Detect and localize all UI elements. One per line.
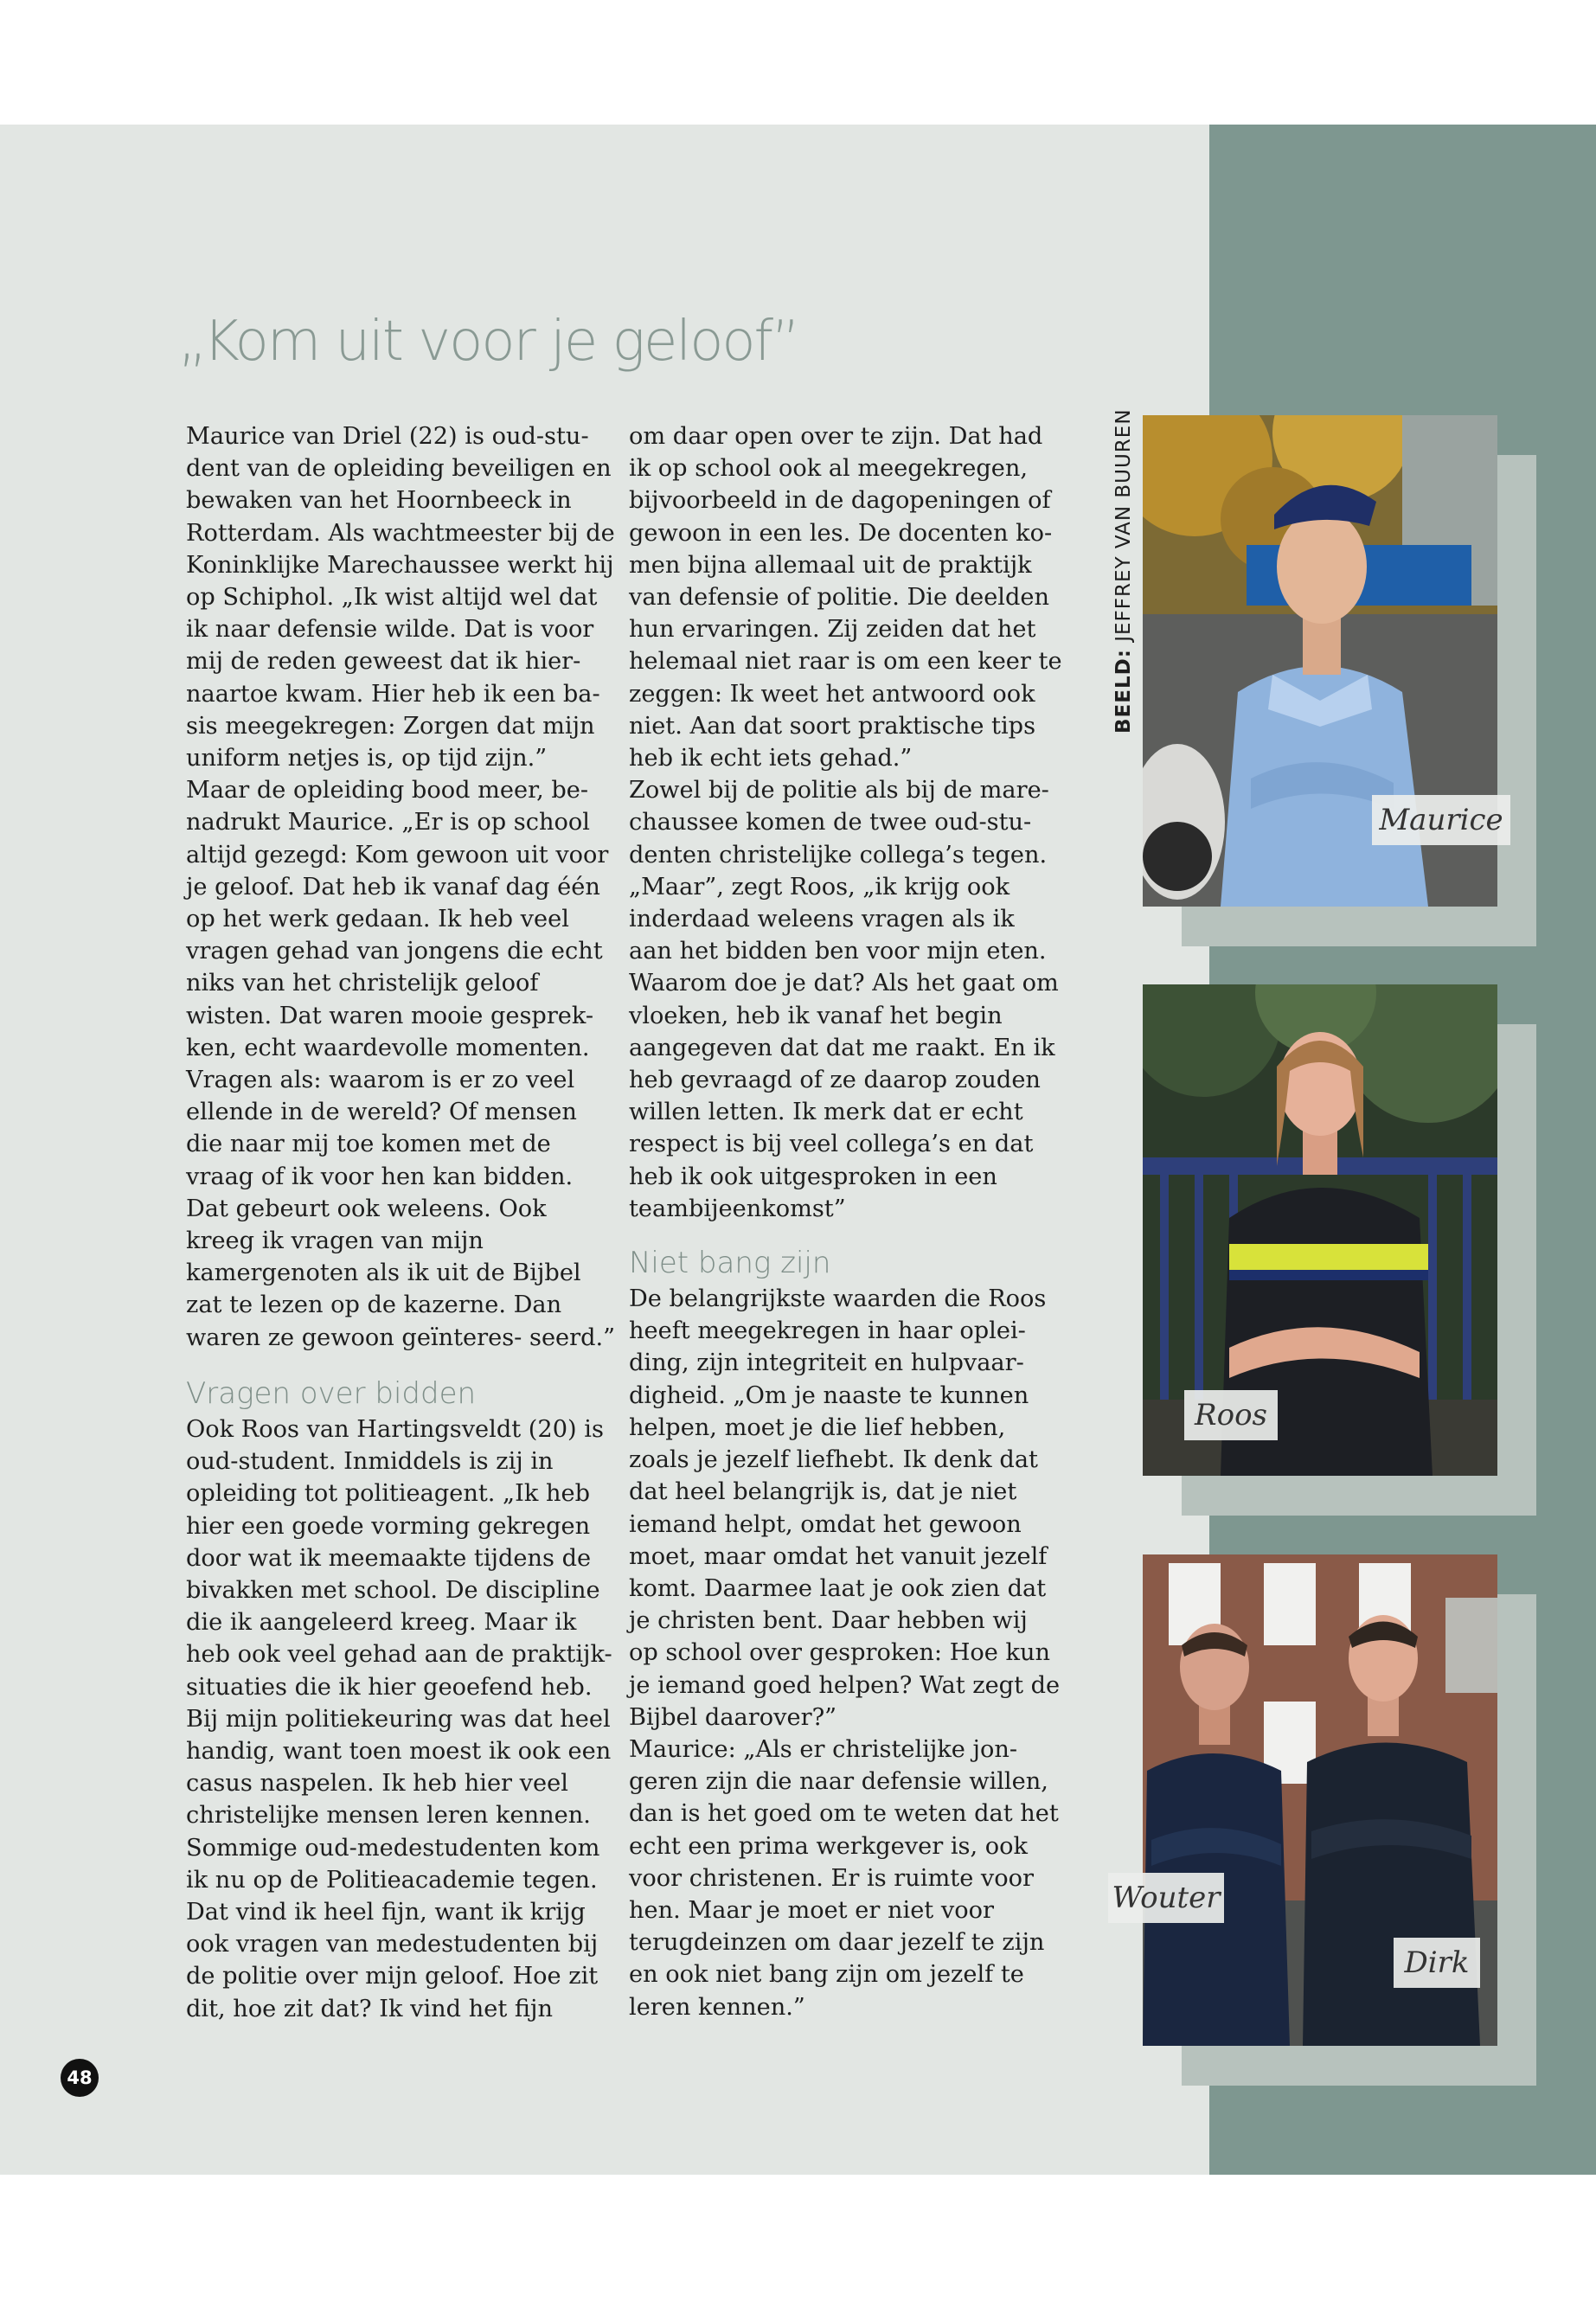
subheading-vragen-over-bidden: Vragen over bidden	[186, 1375, 477, 1411]
name-label-dirk: Dirk	[1394, 1938, 1480, 1988]
left-paragraph-2: Maar de opleiding bood meer, be- nadrukt Maurice. „Er is op school altijd gezegd: Kom gewoon uit voor je geloof. Dat heb ik vanaf dag één op het werk gedaan. Ik heb veel vragen gehad van jongens die echt niks van het christelijk geloof wisten. Dat waren mooie gesprek- ken, echt waardevolle momenten. Vragen als: waarom is er zo veel ellende in de wereld? Of mensen die naar mij toe komen met de vraag of ik voor hen kan bidden. Dat gebeurt ook weleens. Ook kreeg ik vragen van mijn kamergenoten als ik uit de Bijbel zat te lezen op de kazerne. Dan waren ze gewoon geïnteres- seerd.”	[186, 777, 616, 1351]
name-label-maurice: Maurice	[1372, 795, 1510, 845]
name-label-wouter: Wouter	[1108, 1873, 1224, 1923]
right-paragraph-4: Maurice: „Als er christelijke jon- geren zijn die naar defensie willen, dan is het goed om te weten dat het echt een prima werkgever is, ook voor christenen. Er is ruimte voor hen. Maar je moet er niet voor terugdeinzen om daar jezelf te zijn en ook niet bang zijn om jezelf te leren kennen.”	[629, 1735, 1059, 2021]
right-paragraph-2: Zowel bij de politie als bij de mare- chaussee komen de twee oud-stu- denten christelijke collega’s tegen. „Maar”, zegt Roos, „ik krijg ook inderdaad weleens vragen als ik aan het bidden ben voor mijn eten. Waarom doe je dat? Als het gaat om vloeken, heb ik vanaf het begin aangegeven dat dat me raakt. En ik heb gevraagd of ze daarop zouden willen letten. Ik merk dat er echt respect is bij veel collega’s en dat heb ik ook uitgesproken in een teambijeenkomst”	[629, 777, 1059, 1222]
article-title: „Kom uit voor je geloof”	[178, 310, 799, 374]
right-paragraph-1: om daar open over te zijn. Dat had ik op school ook al meegekregen, bijvoorbeeld in de dagopeningen of gewoon in een les. De docenten ko- men bijna allemaal uit de praktijk van defensie of politie. Die deelden hun ervaringen. Zij zeiden dat het helemaal niet raar is om een keer te zeggen: Ik weet het antwoord ook niet. Aan dat soort praktische tips heb ik echt iets gehad.”	[629, 423, 1062, 772]
page-number: 48	[61, 2059, 99, 2097]
photo-credit: BEELD: JEFFREY VAN BUUREN	[1112, 408, 1135, 734]
right-paragraph-3: De belangrijkste waarden die Roos heeft meegekregen in haar oplei- ding, zijn integriteit en hulpvaar- digheid. „Om je naaste te kunnen helpen, moet je die lief hebben, zoals je jezelf liefhebt. Ik denk dat dat heel belangrijk is, dat je niet iemand helpt, omdat het gewoon moet, maar omdat het vanuit jezelf komt. Daarmee laat je ook zien dat je christen bent. Daar hebben wij op school over gesproken: Hoe kun je iemand goed helpen? Wat zegt de Bijbel daarover?”	[629, 1285, 1061, 1731]
left-paragraph-1: Maurice van Driel (22) is oud-stu- dent van de opleiding beveiligen en bewaken van het Hoornbeeck in Rotterdam. Als wachtmeester bij de Koninklijke Marechaussee werkt hij op Schiphol. „Ik wist altijd wel dat ik naar defensie wilde. Dat is voor mij de reden geweest dat ik hier- naartoe kwam. Hier heb ik een ba- sis meegekregen: Zorgen dat mijn uniform netjes is, op tijd zijn.”	[186, 423, 615, 772]
left-paragraph-3: Ook Roos van Hartingsveldt (20) is oud-student. Inmiddels is zij in opleiding tot politieagent. „Ik heb hier een goede vorming gekregen door wat ik meemaakte tijdens de bivakken met school. De discipline die ik aangeleerd kreeg. Maar ik heb ook veel gehad aan de praktijk- situaties die ik hier geoefend heb. Bij mijn politiekeuring was dat heel handig, want toen moest ik ook een casus naspelen. Ik heb hier veel christelijke mensen leren kennen. Sommige oud-medestudenten kom ik nu op de Politieacademie tegen. Dat vind ik heel fijn, want ik krijg ook vragen van medestudenten bij de politie over mijn geloof. Hoe zit dit, hoe zit dat? Ik vind het fijn	[186, 1415, 612, 2022]
name-label-roos: Roos	[1184, 1390, 1278, 1440]
subheading-niet-bang-zijn: Niet bang zijn	[629, 1246, 831, 1281]
left-column	[186, 420, 620, 2025]
right-column	[629, 420, 1063, 2023]
